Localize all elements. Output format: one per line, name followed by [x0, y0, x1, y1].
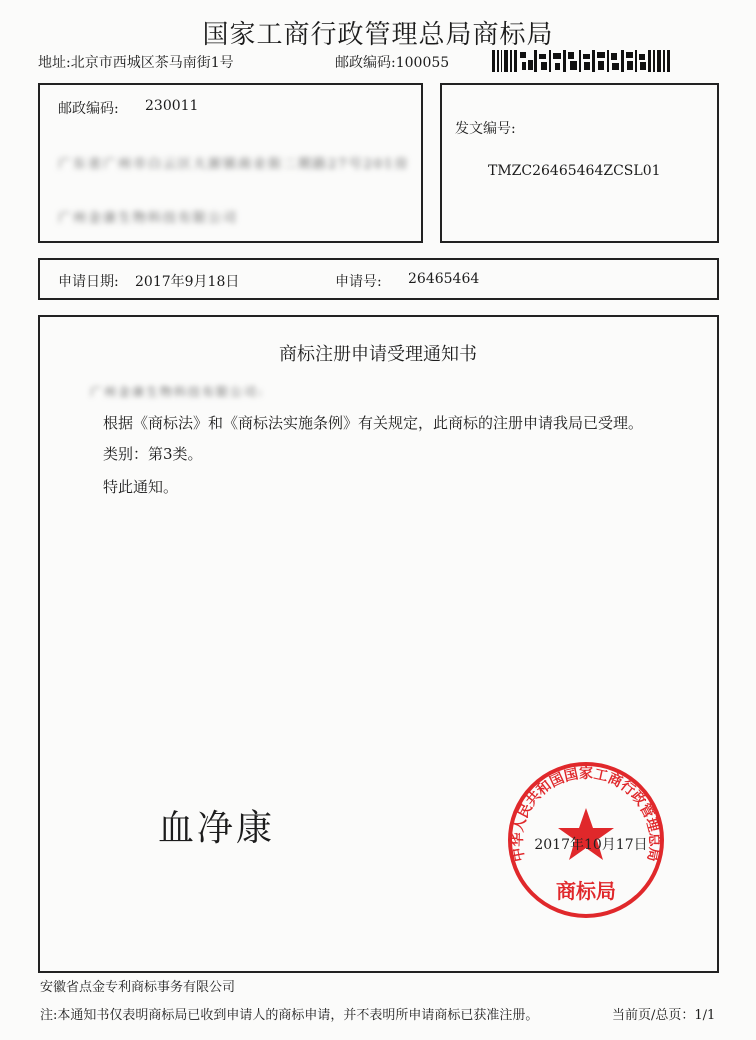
office-postal-code: 邮政编码:100055: [335, 55, 450, 71]
application-date-value: 2017年9月18日: [135, 274, 240, 290]
notice-line-class: 类别：第3类。: [103, 445, 203, 463]
notice-title: 商标注册申请受理通知书: [279, 344, 477, 365]
footnote: 注:本通知书仅表明商标局已收到申请人的商标申请，并不表明所申请商标已获准注册。: [40, 1008, 539, 1023]
application-number-value: 26465464: [408, 271, 480, 287]
recipient-postal-value: 230011: [145, 98, 199, 114]
recipient-address-redacted: 广东省广州市白云区大源镇商业街二期路27号201房: [58, 157, 410, 172]
agent-name: 安徽省点金专利商标事务有限公司: [40, 980, 236, 995]
page-title: 国家工商行政管理总局商标局: [202, 20, 554, 50]
trademark-name: 血净康: [158, 808, 276, 849]
page-indicator: 当前页/总页：1/1: [612, 1008, 716, 1023]
application-number-label: 申请号:: [335, 274, 382, 290]
recipient-postal-label: 邮政编码:: [58, 101, 119, 117]
notice-line-regulation: 根据《商标法》和《商标法实施条例》有关规定，此商标的注册申请我局已受理。: [103, 414, 644, 432]
recipient-name-redacted: 广州金康生物科技有限公司: [58, 211, 239, 226]
notice-line-closing: 特此通知。: [103, 478, 179, 496]
document-number-value: TMZC26465464ZCSL01: [488, 163, 661, 179]
office-address: 地址:北京市西城区茶马南街1号: [38, 55, 234, 71]
barcode: [492, 50, 672, 72]
addressee-redacted: 广州金康生物科技有限公司:: [90, 385, 265, 399]
application-date-label: 申请日期:: [58, 274, 119, 290]
seal-center-text: 商标局: [556, 879, 616, 903]
seal-ring-text: 中华人民共和国国家工商行政管理总局: [509, 766, 663, 863]
seal-date: 2017年10月17日: [534, 837, 648, 853]
document-number-label: 发文编号:: [455, 121, 516, 137]
